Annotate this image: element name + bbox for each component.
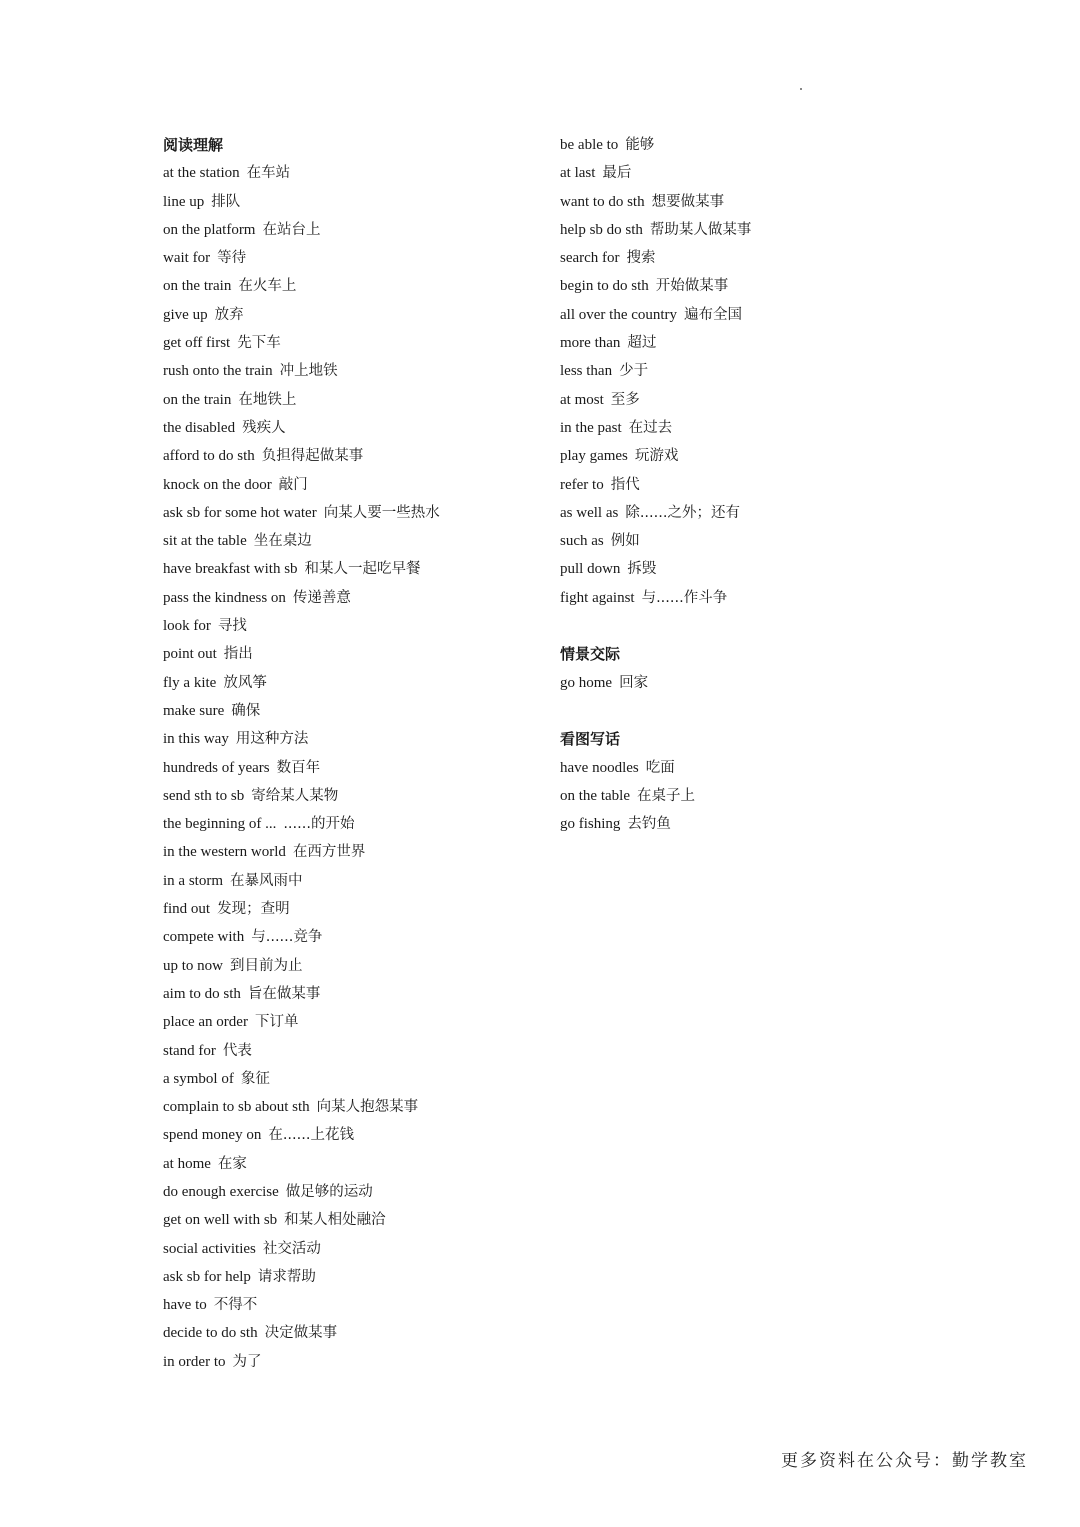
phrase-chinese: 请求帮助 <box>257 1268 316 1285</box>
phrase-english: fight against <box>560 589 635 606</box>
phrase-chinese: 在桌子上 <box>636 787 695 804</box>
picture-writing-phrase-list <box>560 754 980 839</box>
phrase-chinese: 搜索 <box>626 250 656 267</box>
phrase-chinese: 在火车上 <box>238 278 297 295</box>
phrase-chinese: 遍布全国 <box>684 306 743 323</box>
phrase-chinese: 做足够的运动 <box>285 1183 373 1200</box>
phrase-english: want to do sth <box>560 193 645 210</box>
phrase-chinese: 指代 <box>610 476 640 493</box>
phrase-entry <box>163 244 543 272</box>
phrase-chinese: 用这种方法 <box>235 731 309 748</box>
phrase-english: social activities <box>163 1240 256 1257</box>
phrase-english: all over the country <box>560 306 678 323</box>
phrase-entry <box>163 499 543 527</box>
phrase-chinese: 旨在做某事 <box>247 985 321 1002</box>
phrase-chinese: 在地铁上 <box>238 391 297 408</box>
phrase-english: on the platform <box>163 221 256 238</box>
phrase-english: help sb do sth <box>560 221 643 238</box>
phrase-entry <box>163 980 543 1008</box>
phrase-english: more than <box>560 335 621 352</box>
phrase-english: wait for <box>163 250 211 267</box>
phrase-chinese: 放弃 <box>214 306 244 323</box>
phrase-english: ask sb for some hot water <box>163 504 317 521</box>
phrase-chinese: 排队 <box>211 193 241 210</box>
phrase-english: ask sb for help <box>163 1268 251 1285</box>
phrase-entry <box>560 584 980 612</box>
phrase-chinese: 等待 <box>217 250 247 267</box>
phrase-english: spend money on <box>163 1127 262 1144</box>
phrase-english: point out <box>163 646 217 663</box>
phrase-entry <box>560 386 980 414</box>
phrase-chinese: 超过 <box>627 335 657 352</box>
phrase-entry <box>163 159 543 187</box>
dialogue-phrase-list <box>560 669 980 697</box>
phrase-chinese: 在......上花钱 <box>268 1127 354 1144</box>
phrase-entry <box>163 386 543 414</box>
phrase-entry <box>163 1037 543 1065</box>
phrase-chinese: 能够 <box>625 137 655 153</box>
phrase-entry <box>163 1008 543 1036</box>
phrase-english: get on well with sb <box>163 1212 278 1229</box>
phrase-english: find out <box>163 901 211 918</box>
phrase-entry <box>163 1150 543 1178</box>
phrase-chinese: ......的开始 <box>283 816 355 833</box>
phrase-chinese: 确保 <box>231 702 261 719</box>
phrase-chinese: 放风筝 <box>223 674 267 691</box>
phrase-chinese: 数百年 <box>276 759 321 776</box>
phrase-english: make sure <box>163 702 225 719</box>
phrase-entry <box>163 414 543 442</box>
phrase-entry <box>560 555 980 583</box>
phrase-chinese: 在家 <box>217 1155 247 1172</box>
phrase-chinese: 寻找 <box>217 618 247 635</box>
phrase-english: have breakfast with sb <box>163 561 298 578</box>
phrase-chinese: 残疾人 <box>242 419 286 436</box>
phrase-english: the disabled <box>163 419 236 436</box>
phrase-entry <box>560 754 980 782</box>
phrase-entry <box>163 867 543 895</box>
phrase-entry <box>163 357 543 385</box>
phrase-entry <box>560 810 980 838</box>
phrase-english: in the past <box>560 419 622 436</box>
phrase-english: at most <box>560 391 604 408</box>
phrase-chinese: 想要做某事 <box>651 193 725 210</box>
phrase-english: hundreds of years <box>163 759 270 776</box>
phrase-chinese: 至多 <box>610 391 640 408</box>
section-heading-picture-writing: 看图写话 <box>560 730 621 749</box>
phrase-english: give up <box>163 306 208 323</box>
phrase-entry <box>163 612 543 640</box>
phrase-chinese: 代表 <box>222 1042 252 1059</box>
phrase-chinese: 下订单 <box>254 1014 299 1031</box>
phrase-chinese: 少于 <box>619 363 649 380</box>
phrase-entry <box>560 782 980 810</box>
phrase-chinese: 与......作斗争 <box>641 589 728 606</box>
phrase-english: send sth to sb <box>163 787 245 804</box>
phrase-chinese: 最后 <box>602 165 632 182</box>
phrase-entry <box>163 1206 543 1234</box>
phrase-english: sit at the table <box>163 533 247 550</box>
phrase-entry <box>163 216 543 244</box>
phrase-entry <box>163 471 543 499</box>
phrase-english: do enough exercise <box>163 1183 279 1200</box>
phrase-english: in this way <box>163 731 229 748</box>
left-column <box>163 131 543 1376</box>
phrase-english: fly a kite <box>163 674 217 691</box>
phrase-chinese: 为了 <box>232 1353 262 1370</box>
section-gap <box>560 697 980 725</box>
phrase-chinese: 不得不 <box>213 1297 258 1314</box>
phrase-english: in the western world <box>163 844 286 861</box>
phrase-english: compete with <box>163 929 245 946</box>
phrase-chinese: 例如 <box>610 533 640 550</box>
phrase-entry <box>163 725 543 753</box>
phrase-chinese: 在过去 <box>628 419 673 436</box>
phrase-chinese: 指出 <box>223 646 253 663</box>
phrase-entry <box>560 216 980 244</box>
phrase-english: rush onto the train <box>163 363 273 380</box>
phrase-english: afford to do sth <box>163 448 255 465</box>
phrase-chinese: 在西方世界 <box>292 844 366 861</box>
phrase-entry <box>163 1291 543 1319</box>
phrase-entry <box>163 782 543 810</box>
phrase-chinese: 社交活动 <box>262 1240 321 1257</box>
phrase-chinese: 开始做某事 <box>655 278 729 295</box>
phrase-chinese: 回家 <box>619 674 649 691</box>
phrase-entry <box>163 754 543 782</box>
phrase-english: pass the kindness on <box>163 589 286 606</box>
phrase-english: a symbol of <box>163 1070 234 1087</box>
phrase-entry <box>560 471 980 499</box>
phrase-chinese: 冲上地铁 <box>279 363 338 380</box>
phrase-english: in order to <box>163 1353 226 1370</box>
phrase-entry <box>163 669 543 697</box>
phrase-chinese: 象征 <box>240 1070 270 1087</box>
phrase-entry <box>560 272 980 300</box>
right-phrase-list <box>560 131 980 612</box>
phrase-entry <box>560 442 980 470</box>
phrase-entry <box>560 499 980 527</box>
phrase-chinese: 玩游戏 <box>634 448 679 465</box>
phrase-chinese: 和某人一起吃早餐 <box>304 561 421 578</box>
phrase-chinese: 与......竞争 <box>251 929 323 946</box>
phrase-entry <box>163 1065 543 1093</box>
phrase-entry <box>163 697 543 725</box>
phrase-entry <box>560 669 980 697</box>
phrase-chinese: 负担得起做某事 <box>261 448 364 465</box>
phrase-entry <box>560 414 980 442</box>
phrase-chinese: 在暴风雨中 <box>230 872 303 889</box>
phrase-entry <box>163 1348 543 1376</box>
section-heading-reading: 阅读理解 <box>163 136 224 154</box>
phrase-entry <box>163 188 543 216</box>
phrase-english: aim to do sth <box>163 985 241 1002</box>
phrase-entry <box>560 131 980 159</box>
phrase-entry <box>163 640 543 668</box>
right-column <box>560 131 980 838</box>
phrase-english: line up <box>163 193 205 210</box>
phrase-english: at home <box>163 1155 211 1172</box>
phrase-english: complain to sb about sth <box>163 1099 310 1116</box>
phrase-entry <box>560 159 980 187</box>
phrase-english: go home <box>560 674 613 691</box>
phrase-chinese: 到目前为止 <box>230 957 303 974</box>
phrase-chinese: 先下车 <box>237 335 281 352</box>
phrase-english: decide to do sth <box>163 1325 258 1342</box>
phrase-english: such as <box>560 533 604 550</box>
phrase-english: have to <box>163 1297 207 1314</box>
phrase-entry <box>560 357 980 385</box>
phrase-english: on the table <box>560 787 630 804</box>
phrase-entry <box>163 1235 543 1263</box>
phrase-entry <box>163 1121 543 1149</box>
phrase-english: on the train <box>163 391 232 408</box>
phrase-english: at last <box>560 165 596 182</box>
scan-speck <box>800 88 802 90</box>
phrase-chinese: 寄给某人某物 <box>251 787 339 804</box>
phrase-entry <box>163 329 543 357</box>
phrase-chinese: 向某人要一些热水 <box>323 504 440 521</box>
phrase-entry <box>163 301 543 329</box>
section-heading-dialogue: 情景交际 <box>560 645 621 664</box>
phrase-entry <box>163 1093 543 1121</box>
phrase-chinese: 向某人抱怨某事 <box>316 1099 419 1116</box>
phrase-english: have noodles <box>560 759 639 776</box>
phrase-chinese: 坐在桌边 <box>253 533 312 550</box>
phrase-english: up to now <box>163 957 223 974</box>
phrase-english: get off first <box>163 335 231 352</box>
phrase-english: at the station <box>163 165 240 182</box>
left-phrase-list <box>163 159 543 1376</box>
phrase-entry <box>163 838 543 866</box>
phrase-english: play games <box>560 448 628 465</box>
phrase-chinese: 决定做某事 <box>264 1325 338 1342</box>
phrase-chinese: 和某人相处融洽 <box>284 1212 386 1229</box>
phrase-english: place an order <box>163 1014 248 1031</box>
footer-note: 更多资料在公众号：勤学教室 <box>781 1451 1028 1471</box>
phrase-english: look for <box>163 618 211 635</box>
phrase-english: on the train <box>163 278 232 295</box>
phrase-chinese: 传递善意 <box>292 589 351 606</box>
phrase-entry <box>163 527 543 555</box>
phrase-english: as well as <box>560 504 619 521</box>
phrase-chinese: 在站台上 <box>262 221 321 238</box>
phrase-entry <box>163 1263 543 1291</box>
phrase-english: the beginning of ... <box>163 816 277 833</box>
phrase-chinese: 发现；查明 <box>217 901 290 918</box>
phrase-chinese: 去钓鱼 <box>627 816 671 833</box>
phrase-entry <box>560 527 980 555</box>
phrase-entry <box>163 810 543 838</box>
phrase-english: pull down <box>560 561 621 578</box>
phrase-chinese: 帮助某人做某事 <box>649 221 752 238</box>
phrase-english: stand for <box>163 1042 216 1059</box>
phrase-entry <box>163 1319 543 1347</box>
phrase-entry <box>560 301 980 329</box>
phrase-english: knock on the door <box>163 476 272 493</box>
phrase-english: refer to <box>560 476 604 493</box>
phrase-english: less than <box>560 363 613 380</box>
section-gap <box>560 612 980 640</box>
phrase-chinese: 拆毁 <box>627 561 657 578</box>
phrase-entry <box>560 244 980 272</box>
phrase-entry <box>163 272 543 300</box>
phrase-entry <box>560 329 980 357</box>
phrase-entry <box>163 555 543 583</box>
phrase-english: be able to <box>560 137 619 153</box>
phrase-english: search for <box>560 250 620 267</box>
phrase-entry <box>163 1178 543 1206</box>
phrase-entry <box>163 442 543 470</box>
phrase-chinese: 在车站 <box>246 165 291 182</box>
phrase-entry <box>163 584 543 612</box>
phrase-english: begin to do sth <box>560 278 649 295</box>
phrase-english: in a storm <box>163 872 223 889</box>
phrase-entry <box>163 952 543 980</box>
phrase-chinese: 除......之外；还有 <box>625 504 740 521</box>
phrase-entry <box>163 895 543 923</box>
phrase-entry <box>163 923 543 951</box>
phrase-chinese: 敲门 <box>278 476 308 493</box>
phrase-chinese: 吃面 <box>645 759 675 776</box>
phrase-entry <box>560 188 980 216</box>
phrase-english: go fishing <box>560 816 621 833</box>
